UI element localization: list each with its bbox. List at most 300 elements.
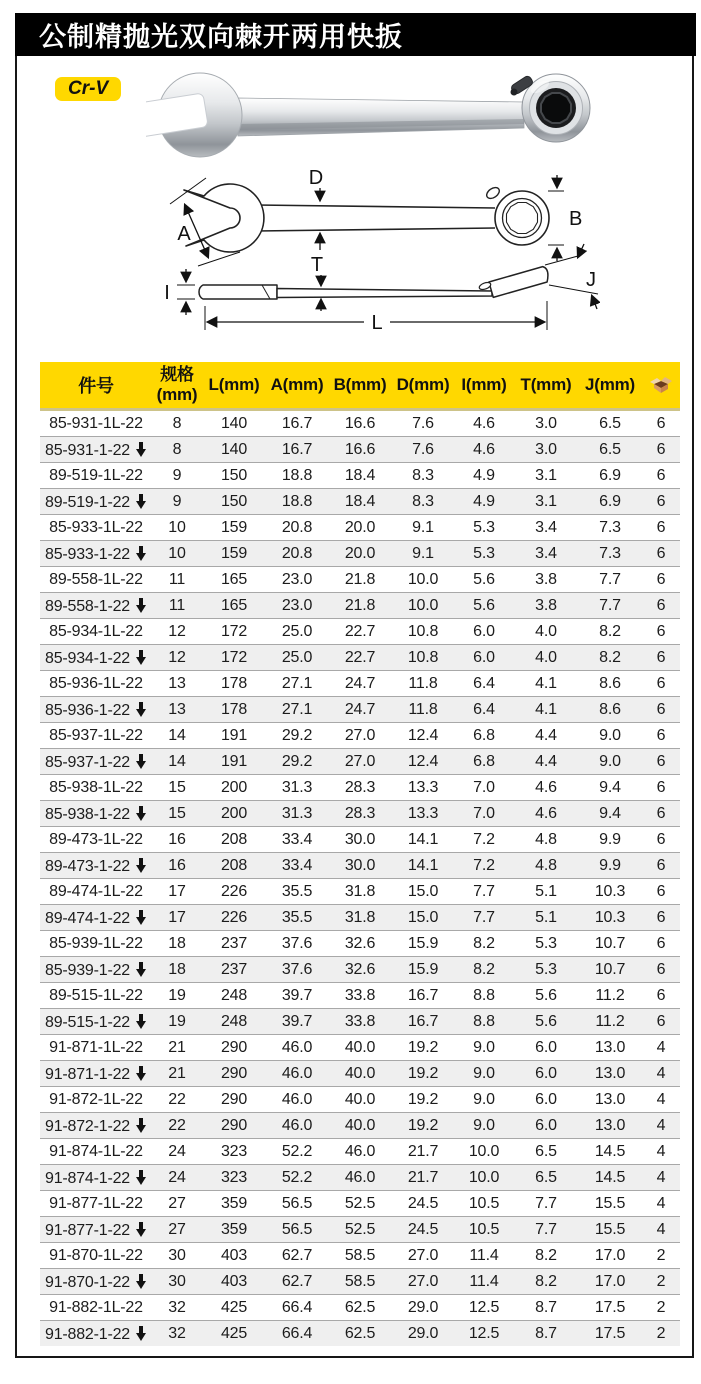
b-mm-cell: 58.5 [328, 1243, 392, 1269]
d-mm-cell: 29.0 [392, 1321, 454, 1347]
table-row [40, 1035, 680, 1061]
qty-cell: 4 [642, 1191, 680, 1217]
part-number-cell: 85-931-1L-22 [49, 414, 143, 432]
spec-cell: 13 [152, 671, 202, 697]
d-mm-cell: 16.7 [392, 983, 454, 1009]
i-mm-cell: 7.2 [454, 827, 514, 853]
b-mm-cell: 27.0 [328, 723, 392, 749]
d-mm-cell: 10.0 [392, 567, 454, 593]
j-mm-cell: 17.0 [578, 1269, 642, 1295]
d-mm-cell: 7.6 [412, 414, 434, 432]
a-mm-cell: 46.0 [266, 1035, 328, 1061]
a-mm-cell: 39.7 [266, 1009, 328, 1035]
b-mm-cell: 31.8 [328, 905, 392, 931]
b-mm-cell: 40.0 [328, 1113, 392, 1139]
j-mm-cell: 15.5 [578, 1191, 642, 1217]
t-mm-cell: 7.7 [514, 1217, 578, 1243]
a-mm-cell: 20.8 [266, 541, 328, 567]
spec-cell: 30 [152, 1243, 202, 1269]
l-mm-cell: 191 [202, 723, 266, 749]
t-mm-cell: 6.0 [514, 1113, 578, 1139]
table-row [40, 1243, 680, 1269]
spec-table-body [40, 410, 680, 1347]
qty-cell: 6 [642, 697, 680, 723]
j-mm-cell: 8.6 [578, 697, 642, 723]
j-mm-cell: 7.7 [578, 567, 642, 593]
d-mm-cell: 27.0 [392, 1269, 454, 1295]
table-header-row [40, 362, 680, 410]
j-mm-cell: 9.4 [578, 801, 642, 827]
a-mm-cell: 62.7 [266, 1243, 328, 1269]
spec-cell: 18 [152, 931, 202, 957]
spec-cell: 16 [152, 853, 202, 879]
table-row [40, 463, 680, 489]
i-mm-cell: 8.2 [454, 931, 514, 957]
d-mm-cell: 9.1 [392, 515, 454, 541]
a-mm-cell: 29.2 [266, 723, 328, 749]
header-spec-line1: 规格 [160, 365, 194, 385]
qty-cell: 6 [642, 827, 680, 853]
j-mm-cell: 9.0 [578, 749, 642, 775]
d-mm-cell: 10.8 [392, 645, 454, 671]
i-mm-cell: 4.6 [454, 437, 514, 463]
part-number-cell: 85-937-1L-22 [40, 723, 152, 749]
header-spec [152, 362, 202, 410]
i-mm-cell: 7.7 [454, 905, 514, 931]
spec-cell: 22 [152, 1087, 202, 1113]
table-row [40, 645, 680, 671]
reverse-arrow-icon [136, 806, 147, 821]
part-number-cell: 85-936-1L-22 [40, 671, 152, 697]
qty-cell: 6 [642, 957, 680, 983]
d-mm-cell: 16.7 [392, 1009, 454, 1035]
b-mm-cell: 52.5 [328, 1217, 392, 1243]
table-row [40, 671, 680, 697]
table-row [40, 723, 680, 749]
i-mm-cell: 12.5 [454, 1295, 514, 1321]
b-mm-cell: 46.0 [328, 1139, 392, 1165]
d-mm-cell: 11.8 [392, 697, 454, 723]
d-mm-cell: 15.0 [392, 905, 454, 931]
part-number-cell: 89-558-1-22 [40, 593, 152, 619]
i-mm-cell: 10.5 [454, 1191, 514, 1217]
b-mm-cell: 30.0 [328, 827, 392, 853]
j-mm-cell: 6.9 [578, 463, 642, 489]
table-row [40, 567, 680, 593]
spec-cell: 8 [172, 414, 182, 432]
table-row [40, 827, 680, 853]
l-mm-cell: 165 [202, 593, 266, 619]
l-mm-cell: 150 [202, 463, 266, 489]
a-mm-cell: 56.5 [266, 1217, 328, 1243]
spec-cell: 27 [152, 1217, 202, 1243]
t-mm-cell: 4.1 [514, 697, 578, 723]
l-mm-cell: 359 [202, 1191, 266, 1217]
spec-cell: 13 [152, 697, 202, 723]
i-mm-cell: 9.0 [454, 1061, 514, 1087]
i-mm-cell: 7.2 [454, 853, 514, 879]
j-mm-cell: 13.0 [578, 1087, 642, 1113]
l-mm-cell: 403 [202, 1243, 266, 1269]
qty-cell: 4 [642, 1139, 680, 1165]
i-mm-cell: 5.3 [454, 541, 514, 567]
part-number-cell: 91-882-1L-22 [40, 1295, 152, 1321]
part-number-cell: 89-558-1L-22 [40, 567, 152, 593]
spec-cell: 9 [152, 489, 202, 515]
a-mm-cell: 52.2 [266, 1139, 328, 1165]
spec-cell: 11 [152, 593, 202, 619]
spec-cell: 32 [152, 1321, 202, 1347]
crv-badge-label: Cr-V [68, 78, 109, 99]
table-row [40, 1269, 680, 1295]
a-mm-cell: 35.5 [266, 879, 328, 905]
l-mm-cell: 323 [202, 1165, 266, 1191]
l-mm-cell: 425 [202, 1321, 266, 1347]
qty-cell: 6 [642, 905, 680, 931]
i-mm-cell: 7.0 [454, 801, 514, 827]
l-mm-cell: 290 [202, 1061, 266, 1087]
j-mm-cell: 8.2 [578, 645, 642, 671]
t-mm-cell: 6.0 [514, 1061, 578, 1087]
l-mm-cell: 226 [202, 879, 266, 905]
spec-cell: 21 [152, 1035, 202, 1061]
i-mm-cell: 5.6 [454, 593, 514, 619]
j-mm-cell: 17.5 [578, 1295, 642, 1321]
l-mm-cell: 178 [202, 697, 266, 723]
qty-cell: 6 [642, 619, 680, 645]
reverse-arrow-icon [136, 1014, 147, 1029]
qty-cell: 6 [642, 853, 680, 879]
j-mm-cell: 10.7 [578, 957, 642, 983]
table-row [40, 1295, 680, 1321]
i-mm-cell: 4.9 [454, 463, 514, 489]
d-mm-cell: 10.8 [392, 619, 454, 645]
dim-label-d: D [308, 168, 324, 189]
table-row [40, 593, 680, 619]
d-mm-cell: 13.3 [392, 801, 454, 827]
qty-cell: 4 [642, 1113, 680, 1139]
part-number-cell: 85-936-1-22 [40, 697, 152, 723]
j-mm-cell: 9.9 [578, 853, 642, 879]
package-box-icon [649, 375, 673, 395]
qty-cell: 4 [642, 1035, 680, 1061]
b-mm-cell: 28.3 [328, 801, 392, 827]
l-mm-cell: 159 [202, 515, 266, 541]
part-number-cell: 85-933-1L-22 [40, 515, 152, 541]
l-mm-cell: 323 [202, 1139, 266, 1165]
spec-cell: 12 [152, 619, 202, 645]
part-number-cell: 91-870-1-22 [40, 1269, 152, 1295]
b-mm-cell: 18.4 [328, 489, 392, 515]
d-mm-cell: 11.8 [392, 671, 454, 697]
i-mm-cell: 7.7 [454, 879, 514, 905]
reverse-arrow-icon [136, 598, 147, 613]
table-row [40, 1009, 680, 1035]
a-mm-cell: 56.5 [266, 1191, 328, 1217]
qty-cell: 4 [642, 1061, 680, 1087]
qty-cell: 6 [642, 931, 680, 957]
header-a-mm: A(mm) [266, 362, 328, 410]
b-mm-cell: 24.7 [328, 671, 392, 697]
i-mm-cell: 8.8 [454, 1009, 514, 1035]
t-mm-cell: 4.1 [514, 671, 578, 697]
a-mm-cell: 27.1 [266, 671, 328, 697]
a-mm-cell: 31.3 [266, 775, 328, 801]
i-mm-cell: 6.4 [454, 671, 514, 697]
t-mm-cell: 4.6 [514, 801, 578, 827]
qty-cell: 6 [642, 671, 680, 697]
t-mm-cell: 4.8 [514, 827, 578, 853]
l-mm-cell: 172 [202, 645, 266, 671]
b-mm-cell: 62.5 [328, 1295, 392, 1321]
catalog-page-frame [15, 13, 694, 1358]
page-title: 公制精抛光双向棘开两用快扳 [39, 22, 403, 52]
header-qty [642, 362, 680, 410]
d-mm-cell: 8.3 [392, 489, 454, 515]
a-mm-cell: 33.4 [266, 827, 328, 853]
table-row [40, 1165, 680, 1191]
spec-cell: 10 [152, 541, 202, 567]
part-number-cell: 85-939-1-22 [40, 957, 152, 983]
qty-cell: 4 [642, 1217, 680, 1243]
t-mm-cell: 4.4 [514, 749, 578, 775]
d-mm-cell: 29.0 [392, 1295, 454, 1321]
spec-cell: 14 [152, 749, 202, 775]
t-mm-cell: 5.6 [514, 983, 578, 1009]
reverse-arrow-icon [136, 1066, 147, 1081]
t-mm-cell: 3.8 [514, 567, 578, 593]
table-row [40, 749, 680, 775]
qty-cell: 6 [656, 414, 666, 432]
reverse-arrow-icon [136, 754, 147, 769]
header-l-mm: L(mm) [202, 362, 266, 410]
table-row [40, 697, 680, 723]
i-mm-cell: 6.4 [454, 697, 514, 723]
spec-cell: 14 [152, 723, 202, 749]
crv-material-badge [55, 77, 121, 101]
qty-cell: 6 [642, 749, 680, 775]
page-title-bar [15, 13, 696, 56]
spec-cell: 18 [152, 957, 202, 983]
spec-cell: 32 [152, 1295, 202, 1321]
b-mm-cell: 16.6 [328, 437, 392, 463]
d-mm-cell: 21.7 [392, 1165, 454, 1191]
spec-cell: 8 [152, 437, 202, 463]
l-mm-cell: 290 [202, 1035, 266, 1061]
b-mm-cell: 40.0 [328, 1035, 392, 1061]
j-mm-cell: 15.5 [578, 1217, 642, 1243]
t-mm-cell: 8.2 [514, 1269, 578, 1295]
a-mm-cell: 23.0 [266, 593, 328, 619]
qty-cell: 6 [642, 801, 680, 827]
table-row [40, 410, 680, 437]
table-row [40, 775, 680, 801]
l-mm-cell: 191 [202, 749, 266, 775]
table-row [40, 1113, 680, 1139]
j-mm-cell: 8.2 [578, 619, 642, 645]
b-mm-cell: 62.5 [328, 1321, 392, 1347]
j-mm-cell: 7.3 [578, 541, 642, 567]
j-mm-cell: 11.2 [578, 983, 642, 1009]
dim-label-l: L [371, 312, 383, 334]
header-spec-line2: (mm) [156, 385, 198, 404]
i-mm-cell: 10.5 [454, 1217, 514, 1243]
b-mm-cell: 16.6 [344, 414, 376, 432]
a-mm-cell: 46.0 [266, 1061, 328, 1087]
part-number-cell: 91-874-1-22 [40, 1165, 152, 1191]
l-mm-cell: 172 [202, 619, 266, 645]
i-mm-cell: 4.6 [473, 414, 495, 432]
t-mm-cell: 8.7 [514, 1321, 578, 1347]
table-row [40, 957, 680, 983]
spec-cell: 22 [152, 1113, 202, 1139]
t-mm-cell: 6.5 [514, 1139, 578, 1165]
dim-label-a: A [177, 223, 191, 245]
t-mm-cell: 3.4 [514, 515, 578, 541]
d-mm-cell: 24.5 [392, 1217, 454, 1243]
wrench-product-photo [146, 68, 616, 168]
spec-cell: 30 [152, 1269, 202, 1295]
spec-cell: 24 [152, 1139, 202, 1165]
b-mm-cell: 40.0 [328, 1087, 392, 1113]
a-mm-cell: 66.4 [266, 1295, 328, 1321]
l-mm-cell: 208 [202, 853, 266, 879]
t-mm-cell: 3.8 [514, 593, 578, 619]
b-mm-cell: 22.7 [328, 619, 392, 645]
d-mm-cell: 10.0 [392, 593, 454, 619]
l-mm-cell: 237 [202, 931, 266, 957]
a-mm-cell: 46.0 [266, 1113, 328, 1139]
part-number-cell: 85-931-1-22 [40, 437, 152, 463]
reverse-arrow-icon [136, 1170, 147, 1185]
b-mm-cell: 20.0 [328, 515, 392, 541]
qty-cell: 6 [642, 437, 680, 463]
j-mm-cell: 7.3 [578, 515, 642, 541]
part-number-cell: 89-474-1-22 [40, 905, 152, 931]
t-mm-cell: 8.2 [514, 1243, 578, 1269]
t-mm-cell: 5.3 [514, 931, 578, 957]
spec-cell: 24 [152, 1165, 202, 1191]
l-mm-cell: 403 [202, 1269, 266, 1295]
b-mm-cell: 28.3 [328, 775, 392, 801]
j-mm-cell: 14.5 [578, 1139, 642, 1165]
table-row [40, 1321, 680, 1347]
d-mm-cell: 19.2 [392, 1035, 454, 1061]
a-mm-cell: 18.8 [266, 463, 328, 489]
part-number-cell: 91-877-1L-22 [40, 1191, 152, 1217]
qty-cell: 2 [642, 1321, 680, 1347]
b-mm-cell: 32.6 [328, 957, 392, 983]
reverse-arrow-icon [136, 546, 147, 561]
t-mm-cell: 7.7 [514, 1191, 578, 1217]
qty-cell: 6 [642, 541, 680, 567]
reverse-arrow-icon [136, 650, 147, 665]
i-mm-cell: 5.6 [454, 567, 514, 593]
part-number-cell: 89-473-1-22 [40, 853, 152, 879]
reverse-arrow-icon [136, 962, 147, 977]
table-row [40, 1217, 680, 1243]
a-mm-cell: 33.4 [266, 853, 328, 879]
qty-cell: 4 [642, 1165, 680, 1191]
a-mm-cell: 25.0 [266, 619, 328, 645]
t-mm-cell: 3.4 [514, 541, 578, 567]
b-mm-cell: 30.0 [328, 853, 392, 879]
reverse-arrow-icon [136, 442, 147, 457]
l-mm-cell: 178 [202, 671, 266, 697]
qty-cell: 6 [642, 723, 680, 749]
qty-cell: 6 [642, 983, 680, 1009]
reverse-arrow-icon [136, 1118, 147, 1133]
b-mm-cell: 58.5 [328, 1269, 392, 1295]
table-row [40, 437, 680, 463]
table-row [40, 1087, 680, 1113]
d-mm-cell: 9.1 [392, 541, 454, 567]
l-mm-cell: 237 [202, 957, 266, 983]
part-number-cell: 91-871-1-22 [40, 1061, 152, 1087]
i-mm-cell: 10.0 [454, 1139, 514, 1165]
part-number-cell: 91-872-1L-22 [40, 1087, 152, 1113]
j-mm-cell: 10.3 [578, 879, 642, 905]
part-number-cell: 85-933-1-22 [40, 541, 152, 567]
header-t-mm: T(mm) [514, 362, 578, 410]
t-mm-cell: 3.1 [514, 463, 578, 489]
b-mm-cell: 33.8 [328, 1009, 392, 1035]
b-mm-cell: 27.0 [328, 749, 392, 775]
header-i-mm: I(mm) [454, 362, 514, 410]
b-mm-cell: 40.0 [328, 1061, 392, 1087]
dim-label-b: B [569, 208, 583, 230]
qty-cell: 6 [642, 515, 680, 541]
reverse-arrow-icon [136, 1222, 147, 1237]
a-mm-cell: 27.1 [266, 697, 328, 723]
table-row [40, 1139, 680, 1165]
j-mm-cell: 10.3 [578, 905, 642, 931]
t-mm-cell: 4.6 [514, 775, 578, 801]
table-row [40, 1191, 680, 1217]
i-mm-cell: 9.0 [454, 1035, 514, 1061]
b-mm-cell: 31.8 [328, 879, 392, 905]
l-mm-cell: 140 [202, 437, 266, 463]
t-mm-cell: 4.8 [514, 853, 578, 879]
a-mm-cell: 37.6 [266, 931, 328, 957]
table-row [40, 905, 680, 931]
j-mm-cell: 7.7 [578, 593, 642, 619]
d-mm-cell: 13.3 [392, 775, 454, 801]
l-mm-cell: 200 [202, 801, 266, 827]
b-mm-cell: 18.4 [328, 463, 392, 489]
l-mm-cell: 208 [202, 827, 266, 853]
dim-label-i: I [164, 282, 170, 304]
a-mm-cell: 25.0 [266, 645, 328, 671]
table-row [40, 801, 680, 827]
table-row [40, 541, 680, 567]
a-mm-cell: 37.6 [266, 957, 328, 983]
t-mm-cell: 3.0 [535, 414, 557, 432]
t-mm-cell: 6.0 [514, 1035, 578, 1061]
part-number-cell: 91-871-1L-22 [40, 1035, 152, 1061]
i-mm-cell: 6.8 [454, 723, 514, 749]
b-mm-cell: 22.7 [328, 645, 392, 671]
part-number-cell: 91-874-1L-22 [40, 1139, 152, 1165]
b-mm-cell: 24.7 [328, 697, 392, 723]
a-mm-cell: 66.4 [266, 1321, 328, 1347]
part-number-cell: 89-473-1L-22 [40, 827, 152, 853]
a-mm-cell: 18.8 [266, 489, 328, 515]
part-number-cell: 89-515-1L-22 [40, 983, 152, 1009]
b-mm-cell: 52.5 [328, 1191, 392, 1217]
i-mm-cell: 6.0 [454, 619, 514, 645]
i-mm-cell: 8.2 [454, 957, 514, 983]
